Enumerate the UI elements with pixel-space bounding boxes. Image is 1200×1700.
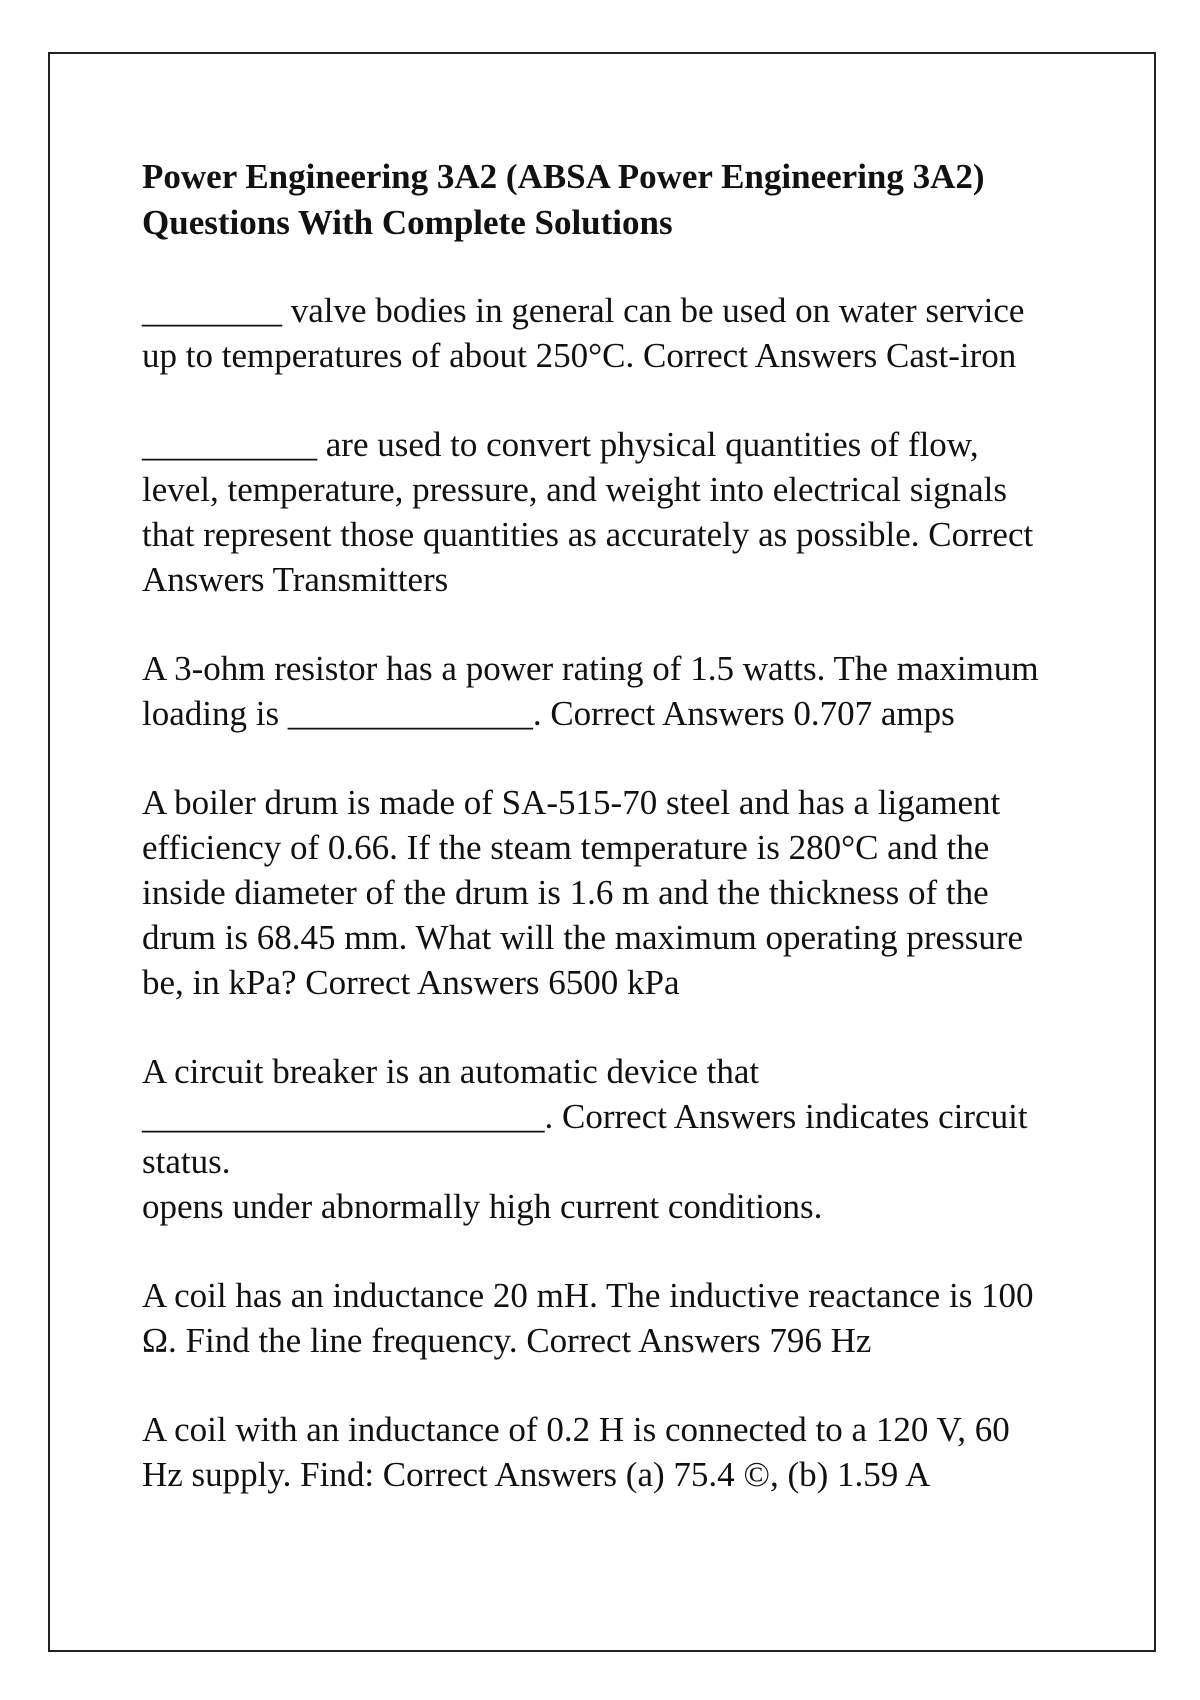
qa-line: that represent those quantities as accurately as possible. Correct: [142, 515, 1034, 554]
qa-line: A circuit breaker is an automatic device that: [142, 1052, 760, 1091]
qa-text: [142, 422, 1062, 602]
qa-item: [142, 288, 1062, 378]
qa-item: [142, 1049, 1062, 1229]
qa-line: inside diameter of the drum is 1.6 m and the thickness of the: [142, 873, 989, 912]
qa-line: opens under abnormally high current conditions.: [142, 1187, 823, 1226]
qa-line: status.: [142, 1142, 231, 1181]
qa-line: level, temperature, pressure, and weight into electrical signals: [142, 470, 1007, 509]
qa-text: [142, 1407, 1062, 1497]
qa-line: A 3-ohm resistor has a power rating of 1.5 watts. The maximum: [142, 649, 1039, 688]
qa-line: A coil with an inductance of 0.2 H is connected to a 120 V, 60: [142, 1410, 1010, 1449]
document-title: [142, 154, 1062, 246]
qa-text: [142, 1049, 1062, 1229]
qa-line: __________ are used to convert physical quantities of flow,: [142, 425, 979, 464]
qa-line: Answers Transmitters: [142, 560, 449, 599]
qa-text: [142, 646, 1062, 736]
qa-item: [142, 1407, 1062, 1497]
title-line: Power Engineering 3A2 (ABSA Power Engineering 3A2): [142, 157, 985, 196]
qa-text: [142, 780, 1062, 1005]
qa-line: Ω. Find the line frequency. Correct Answers 796 Hz: [142, 1321, 872, 1360]
qa-line: be, in kPa? Correct Answers 6500 kPa: [142, 963, 680, 1002]
qa-text: [142, 288, 1062, 378]
document-content: [142, 154, 1062, 1541]
qa-line: _______________________. Correct Answers indicates circuit: [142, 1097, 1028, 1136]
qa-line: up to temperatures of about 250°C. Correct Answers Cast-iron: [142, 336, 1017, 375]
qa-item: [142, 1273, 1062, 1363]
qa-item: [142, 646, 1062, 736]
qa-item: [142, 780, 1062, 1005]
qa-line: drum is 68.45 mm. What will the maximum operating pressure: [142, 918, 1024, 957]
qa-text: [142, 1273, 1062, 1363]
qa-line: ________ valve bodies in general can be used on water service: [142, 291, 1025, 330]
qa-line: A boiler drum is made of SA-515-70 steel and has a ligament: [142, 783, 1001, 822]
qa-line: A coil has an inductance 20 mH. The inductive reactance is 100: [142, 1276, 1034, 1315]
qa-line: loading is ______________. Correct Answers 0.707 amps: [142, 694, 955, 733]
qa-item: [142, 422, 1062, 602]
title-line: Questions With Complete Solutions: [142, 203, 673, 242]
qa-line: Hz supply. Find: Correct Answers (a) 75.4 ©, (b) 1.59 A: [142, 1455, 931, 1494]
qa-line: efficiency of 0.66. If the steam temperature is 280°C and the: [142, 828, 990, 867]
